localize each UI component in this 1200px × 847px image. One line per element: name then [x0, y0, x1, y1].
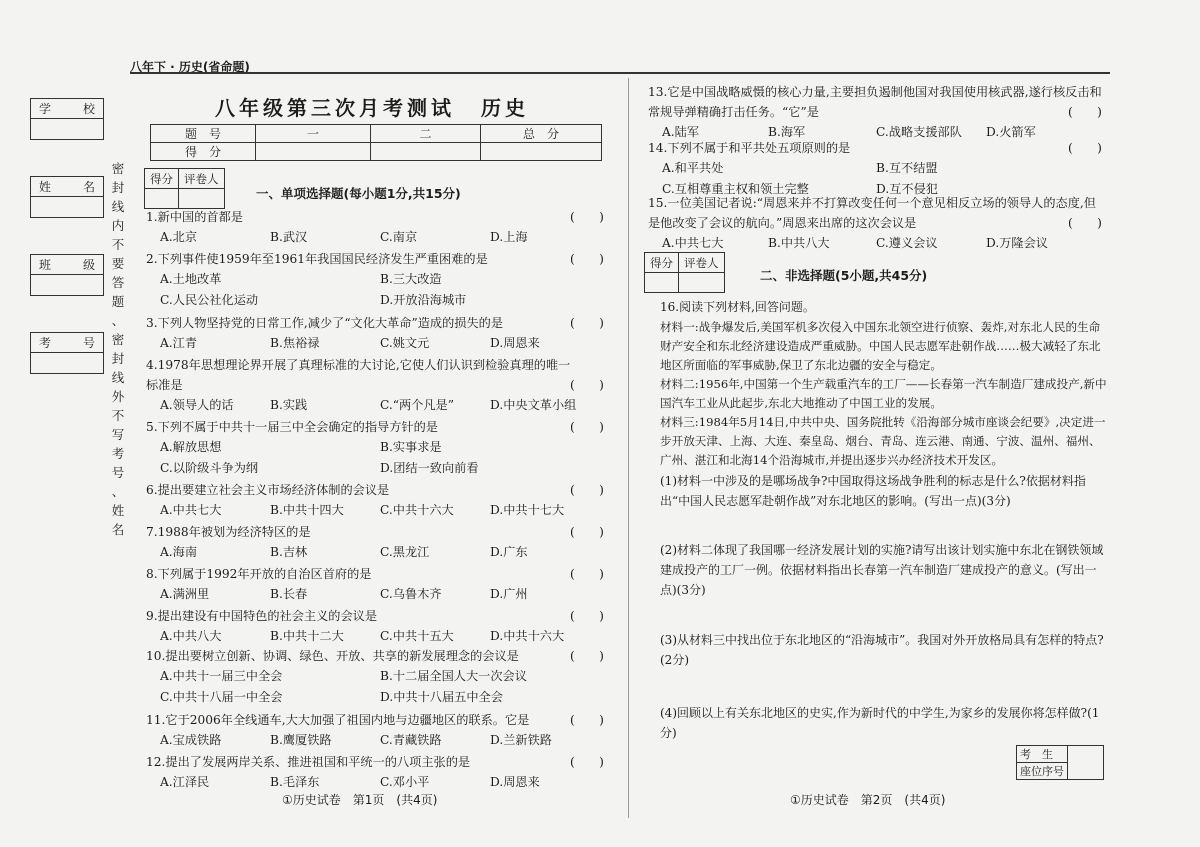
answer-parentheses[interactable]: ( ) [1068, 141, 1102, 155]
options-row [146, 500, 606, 521]
option-c[interactable]: C.遵义会议 [876, 236, 938, 250]
page2-footer: ①历史试卷 第2页 (共4页) [790, 793, 946, 807]
option-c[interactable]: C.人民公社化运动 [160, 293, 259, 307]
option-c[interactable]: C.邓小平 [380, 775, 430, 789]
seal-notice-char: 、 [111, 313, 125, 328]
option-a[interactable]: A.海南 [160, 545, 198, 559]
option-d[interactable]: D.周恩来 [490, 336, 540, 350]
class-label-1: 班 [39, 258, 52, 272]
option-c[interactable]: C.以阶级斗争为纲 [160, 461, 259, 475]
question-item [648, 138, 1108, 200]
header-rule [130, 72, 1110, 74]
grader2-score-cell[interactable] [645, 273, 679, 293]
answer-parentheses[interactable]: ( ) [570, 609, 604, 623]
question-stem: 1.新中国的首都是 [146, 210, 243, 224]
seal-notice-char: 名 [111, 522, 125, 537]
option-a[interactable]: A.满洲里 [160, 587, 210, 601]
question-stem: 15.一位美国记者说:“周恩来并不打算改变任何一个意见相反立场的领导人的态度,但 [648, 196, 1096, 210]
exam-title [215, 92, 529, 121]
answer-parentheses[interactable]: ( ) [1068, 105, 1102, 119]
options-row [146, 584, 606, 605]
option-b[interactable]: B.毛泽东 [270, 775, 320, 789]
answer-parentheses[interactable]: ( ) [570, 567, 604, 581]
answer-parentheses[interactable]: ( ) [570, 649, 604, 663]
seal-notice-char: 写 [111, 427, 125, 442]
question-stem: 11.它于2006年全线通车,大大加强了祖国内地与边疆地区的联系。它是 [146, 713, 530, 727]
q16-sub1-answer-area[interactable] [660, 512, 1108, 534]
question-item [146, 564, 606, 605]
option-a[interactable]: A.江青 [160, 336, 198, 350]
question-stem: 9.提出建设有中国特色的社会主义的会议是 [146, 609, 378, 623]
option-d[interactable]: D.团结一致向前看 [380, 461, 479, 475]
class-field[interactable] [31, 275, 103, 295]
options-row [146, 772, 606, 793]
score-table [150, 124, 602, 161]
option-b[interactable]: B.焦裕禄 [270, 336, 320, 350]
school-label-2: 校 [82, 102, 95, 116]
school-label-1: 学 [39, 102, 52, 116]
grader2-name-cell[interactable] [679, 273, 725, 293]
option-a[interactable]: A.中共十一届三中全会 [160, 669, 283, 683]
page1-footer: ①历史试卷 第1页 (共4页) [282, 793, 438, 807]
q16-sub4: (4)回顾以上有关东北地区的史实,作为新时代的中学生,为家乡的发展你将怎样做?(1分) [660, 706, 1100, 740]
option-a[interactable]: A.北京 [160, 230, 198, 244]
exam-number-label-2: 号 [82, 336, 95, 350]
q16-sub2-answer-area[interactable] [660, 602, 1108, 628]
option-c[interactable]: C.战略支援部队 [876, 125, 962, 139]
options-row [146, 290, 606, 311]
option-d[interactable]: D.中央文革小组 [490, 398, 577, 412]
options-row [146, 395, 606, 416]
name-box [30, 176, 104, 218]
answer-parentheses[interactable]: ( ) [570, 420, 604, 434]
seal-notice-char: 要 [111, 256, 125, 271]
question-item [146, 355, 606, 416]
question-item [146, 480, 606, 521]
score-header-part2: 二 [371, 125, 481, 143]
name-field[interactable] [31, 197, 103, 217]
answer-parentheses[interactable]: ( ) [570, 713, 604, 727]
exam-number-box [30, 332, 104, 374]
options-row [146, 437, 606, 458]
option-a[interactable]: A.江泽民 [160, 775, 210, 789]
options-row [146, 626, 606, 647]
seal-notice-char: 不 [111, 408, 125, 423]
answer-parentheses[interactable]: ( ) [570, 483, 604, 497]
option-c[interactable]: C.“两个凡是” [380, 398, 454, 412]
option-d[interactable]: D.周恩来 [490, 775, 540, 789]
seal-notice-char: 姓 [111, 503, 125, 518]
seal-notice-char: 号 [111, 465, 125, 480]
options-row [146, 687, 606, 708]
question-item [648, 193, 1108, 254]
grader-name-label: 评卷人 [179, 169, 225, 189]
option-d[interactable]: D.火箭军 [986, 125, 1036, 139]
option-c[interactable]: C.姚文元 [380, 336, 430, 350]
class-box [30, 254, 104, 296]
question-stem: 4.1978年思想理论界开展了真理标准的大讨论,它使人们认识到检验真理的唯一 [146, 358, 571, 372]
option-b[interactable]: B.互不结盟 [876, 161, 938, 175]
score-cell-total[interactable] [481, 143, 602, 161]
question-item [146, 606, 606, 647]
option-c[interactable]: C.乌鲁木齐 [380, 587, 442, 601]
option-d[interactable]: D.上海 [490, 230, 528, 244]
option-b[interactable]: B.中共十四大 [270, 503, 344, 517]
option-d[interactable]: D.中共十六大 [490, 629, 565, 643]
option-c[interactable]: C.中共十五大 [380, 629, 454, 643]
page-divider [628, 78, 629, 818]
q16-sub4-answer-area[interactable] [660, 745, 1000, 775]
seal-notice-char: 封 [111, 180, 125, 195]
material-1: 材料一:战争爆发后,美国军机多次侵入中国东北领空进行侦察、轰炸,对东北人民的生命财产安全和东北经济建设造成严重威胁。中国人民志愿军赴朝作战……极大减轻了东北地区所面临的军事威胁,保卫了东北边疆的安全与稳定。 [660, 320, 1101, 372]
option-b[interactable]: B.鹰厦铁路 [270, 733, 332, 747]
option-a[interactable]: A.陆军 [662, 125, 700, 139]
exam-number-label-1: 考 [39, 336, 52, 350]
score-header-label: 题 号 [151, 125, 256, 143]
options-row [648, 158, 1108, 179]
option-d[interactable]: D.广州 [490, 587, 528, 601]
question-item [146, 249, 606, 311]
material-2: 材料二:1956年,中国第一个生产载重汽车的工厂——长春第一汽车制造厂建成投产,新中国汽车工业从此起步,东北大地推动了中国工业的发展。 [660, 377, 1107, 410]
seal-notice-char: 不 [111, 237, 125, 252]
option-a[interactable]: A.中共七大 [662, 236, 724, 250]
question-stem: 8.下列属于1992年开放的自治区首府的是 [146, 567, 372, 581]
subject-text: 历史 [481, 96, 529, 120]
option-b[interactable]: B.实践 [270, 398, 308, 412]
seal-notice-char: 线 [111, 199, 125, 214]
q16-sub1: (1)材料一中涉及的是哪场战争?中国取得这场战争胜利的标志是什么?依据材料指出“中国人民志愿军赴朝作战”对东北地区的影响。(写出一点)(3分) [660, 474, 1086, 508]
question-stem: 3.下列人物坚持党的日常工作,减少了“文化大革命”造成的损失的是 [146, 316, 504, 330]
question-item [146, 710, 606, 751]
school-field[interactable] [31, 119, 103, 139]
option-b[interactable]: B.实事求是 [380, 440, 442, 454]
option-b[interactable]: B.武汉 [270, 230, 308, 244]
section1-title: 一、单项选择题(每小题1分,共15分) [256, 186, 461, 201]
grader-score-cell[interactable] [145, 189, 179, 209]
answer-parentheses[interactable]: ( ) [570, 525, 604, 539]
option-d[interactable]: D.中共十八届五中全会 [380, 690, 503, 704]
score-header-part1: 一 [256, 125, 371, 143]
question-stem: 6.提出要建立社会主义市场经济体制的会议是 [146, 483, 390, 497]
header-tag: 八年下 · 历史(省命题) [130, 60, 250, 74]
seal-notice-char: 线 [111, 370, 125, 385]
option-a[interactable]: A.领导人的话 [160, 398, 234, 412]
school-box [30, 98, 104, 140]
option-d[interactable]: D.万隆会议 [986, 236, 1048, 250]
question-item [146, 417, 606, 479]
options-row [146, 666, 606, 687]
options-row [648, 233, 1108, 254]
grader-name-cell[interactable] [179, 189, 225, 209]
option-d[interactable]: D.兰新铁路 [490, 733, 552, 747]
seal-notice-char: 内 [111, 218, 125, 233]
option-d[interactable]: D.开放沿海城市 [380, 293, 467, 307]
question-item [146, 646, 606, 708]
seat-number-box [1016, 745, 1104, 780]
option-b[interactable]: B.吉林 [270, 545, 308, 559]
section2-title: 二、非选择题(5小题,共45分) [760, 268, 928, 283]
question-stem: 14.下列不属于和平共处五项原则的是 [648, 141, 851, 155]
answer-parentheses[interactable]: ( ) [570, 755, 604, 769]
question-stem: 2.下列事件使1959年至1961年我国国民经济发生严重困难的是 [146, 252, 488, 266]
option-c[interactable]: C.青藏铁路 [380, 733, 442, 747]
option-a[interactable]: A.解放思想 [160, 440, 222, 454]
class-label-2: 级 [82, 258, 95, 272]
title-text: 八年级第三次月考测试 [215, 96, 455, 120]
question-item [146, 313, 606, 354]
options-row [146, 542, 606, 563]
options-row [146, 227, 606, 248]
question-item [146, 752, 606, 793]
question-stem: 7.1988年被划为经济特区的是 [146, 525, 311, 539]
seat-number-cell[interactable] [1068, 746, 1104, 780]
options-row [146, 333, 606, 354]
score-row-label: 得 分 [151, 143, 256, 161]
option-c[interactable]: C.互相尊重主权和领土完整 [662, 182, 809, 196]
seal-notice-char: 密 [111, 161, 125, 176]
grader-box-1 [144, 168, 225, 209]
option-b[interactable]: B.十二届全国人大一次会议 [380, 669, 527, 683]
option-c[interactable]: C.中共十八届一中全会 [160, 690, 283, 704]
seal-notice-char: 外 [111, 389, 125, 404]
option-c[interactable]: C.中共十六大 [380, 503, 454, 517]
answer-parentheses[interactable]: ( ) [570, 378, 604, 392]
grader2-name-label: 评卷人 [679, 253, 725, 273]
seal-notice-char: 答 [111, 275, 125, 290]
seal-notice-char: 密 [111, 332, 125, 347]
option-a[interactable]: A.中共七大 [160, 503, 222, 517]
grader-score-label: 得分 [145, 169, 179, 189]
student-info-boxes [30, 98, 104, 410]
seal-notice-char: 封 [111, 351, 125, 366]
options-row [146, 458, 606, 479]
question-stem: 10.提出要树立创新、协调、绿色、开放、共享的新发展理念的会议是 [146, 649, 519, 663]
answer-parentheses[interactable]: ( ) [570, 210, 604, 224]
q16-intro: 16.阅读下列材料,回答问题。 [660, 300, 815, 314]
option-a[interactable]: A.和平共处 [662, 161, 724, 175]
material-3: 材料三:1984年5月14日,中共中央、国务院批转《沿海部分城市座谈会纪要》,决定进一步开放天津、上海、大连、秦皇岛、烟台、青岛、连云港、南通、宁波、温州、福州、广州、湛江和北海14个沿海城市,并提出逐步兴办经济技术开发区。 [660, 415, 1106, 467]
answer-parentheses[interactable]: ( ) [570, 316, 604, 330]
option-d[interactable]: D.互不侵犯 [876, 182, 938, 196]
grader-box-2 [644, 252, 725, 293]
question-stem-continued: 常规导弹精确打击任务。“它”是 [648, 105, 819, 119]
seal-line-notice [110, 160, 126, 539]
exam-number-field[interactable] [31, 353, 103, 373]
question-stem-continued: 标准是 [146, 378, 183, 392]
seal-notice-char: 考 [111, 446, 125, 461]
q16-sub3: (3)从材料三中找出位于东北地区的“沿海城市”。我国对外开放格局具有怎样的特点?(2分) [660, 633, 1104, 667]
option-b[interactable]: B.中共十二大 [270, 629, 344, 643]
q16-sub3-answer-area[interactable] [660, 672, 1108, 702]
name-label-1: 姓 [39, 180, 52, 194]
score-header-total: 总 分 [481, 125, 602, 143]
option-d[interactable]: D.广东 [490, 545, 528, 559]
option-a[interactable]: A.中共八大 [160, 629, 222, 643]
option-c[interactable]: C.南京 [380, 230, 418, 244]
option-a[interactable]: A.宝成铁路 [160, 733, 222, 747]
answer-parentheses[interactable]: ( ) [1068, 216, 1102, 230]
option-d[interactable]: D.中共十七大 [490, 503, 565, 517]
question-stem-continued: 是他改变了会议的航向。”周恩来出席的这次会议是 [648, 216, 917, 230]
options-row [146, 730, 606, 751]
grader2-score-label: 得分 [645, 253, 679, 273]
question-item [146, 207, 606, 248]
question-stem: 13.它是中国战略威慑的核心力量,主要担负遏制他国对我国使用核武器,遂行核反击和 [648, 85, 1102, 99]
seal-notice-char: 题 [111, 294, 125, 309]
question-stem: 12.提出了发展两岸关系、推进祖国和平统一的八项主张的是 [146, 755, 471, 769]
q16-sub2: (2)材料二体现了我国哪一经济发展计划的实施?请写出该计划实施中东北在钢铁领域建成投产的工厂一例。依据材料指出长春第一汽车制造厂建成投产的意义。(写出一点)(3分) [660, 543, 1104, 597]
option-a[interactable]: A.土地改革 [160, 272, 222, 286]
seat-label-1: 考 生 [1017, 746, 1068, 763]
score-cell-part2[interactable] [371, 143, 481, 161]
score-cell-part1[interactable] [256, 143, 371, 161]
option-b[interactable]: B.中共八大 [768, 236, 830, 250]
options-row [146, 269, 606, 290]
seal-notice-char: 、 [111, 484, 125, 499]
name-label-2: 名 [82, 180, 95, 194]
option-b[interactable]: B.海军 [768, 125, 806, 139]
option-b[interactable]: B.长春 [270, 587, 308, 601]
question-stem: 5.下列不属于中共十一届三中全会确定的指导方针的是 [146, 420, 438, 434]
option-c[interactable]: C.黑龙江 [380, 545, 430, 559]
question-item [146, 522, 606, 563]
question-item [648, 82, 1108, 143]
answer-parentheses[interactable]: ( ) [570, 252, 604, 266]
seat-label-2: 座位序号 [1017, 763, 1068, 780]
option-b[interactable]: B.三大改造 [380, 272, 442, 286]
